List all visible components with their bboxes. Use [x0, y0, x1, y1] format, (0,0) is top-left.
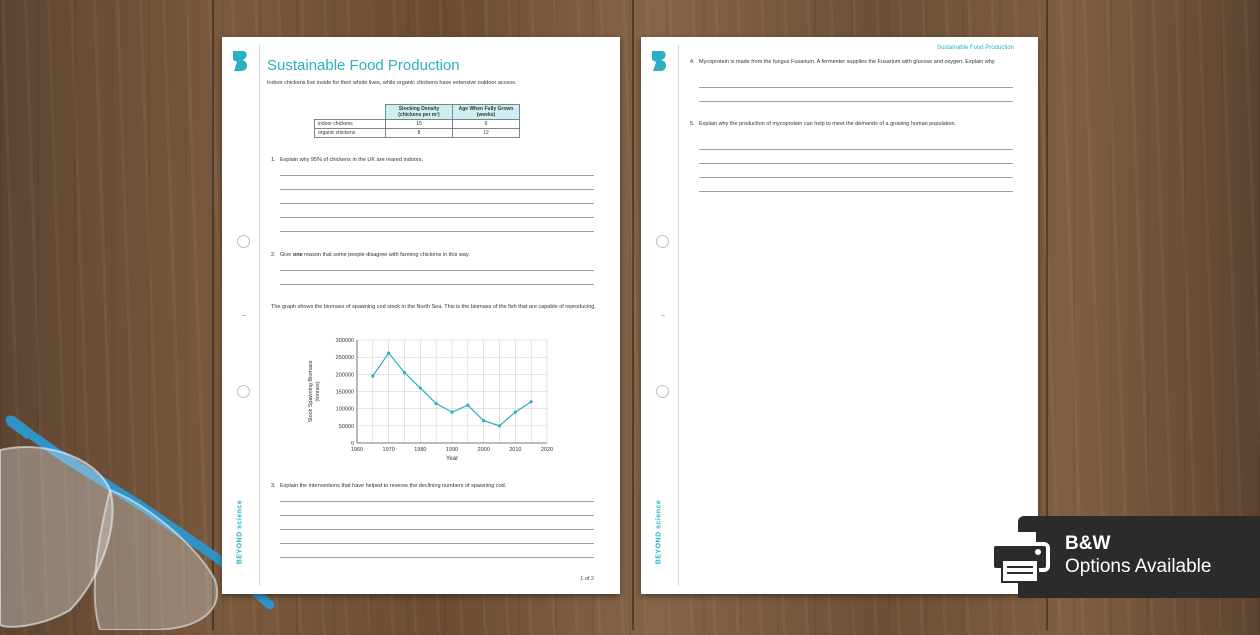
answer-line[interactable] [280, 270, 594, 271]
data-point [514, 411, 517, 414]
binder-hole [237, 235, 250, 248]
y-tick-label: 300000 [335, 338, 354, 344]
question-number: 2. [271, 252, 276, 258]
graph-intro: The graph shows the biomass of spawning cod stock in the North Sea. This is the biomass of the fish that are capable of reproducing. [271, 304, 596, 310]
x-tick-label: 2020 [540, 447, 554, 453]
margin-line [259, 45, 260, 586]
data-point [482, 419, 485, 422]
page-title: Sustainable Food Production [267, 57, 460, 74]
y-tick-label: 50000 [338, 423, 354, 430]
answer-line[interactable] [280, 217, 594, 218]
x-tick-label: 1960 [350, 447, 364, 453]
worksheet-page-2 [641, 37, 1038, 594]
data-point [387, 351, 390, 354]
table-row: indoor chickens 15 6 [315, 120, 520, 129]
table-header: Stocking Density (chickens per m²) [386, 105, 453, 120]
table-row: organic chickens 8 12 [315, 129, 520, 138]
y-tick-label: 150000 [335, 389, 354, 396]
data-point [530, 400, 533, 403]
beyond-logo-icon [649, 49, 669, 73]
bw-options-badge[interactable] [1018, 516, 1260, 598]
y-tick-label: 100000 [335, 406, 354, 413]
data-point [403, 371, 406, 374]
data-point [371, 374, 374, 377]
chicken-table [314, 104, 520, 138]
answer-line[interactable] [280, 529, 594, 530]
answer-line[interactable] [280, 515, 594, 516]
data-point [419, 386, 422, 389]
x-tick-label: 1990 [445, 447, 459, 453]
x-tick-label: 2010 [509, 447, 522, 453]
brand-label: BEYOND science [655, 499, 663, 565]
answer-line[interactable] [280, 284, 594, 285]
question-1: Explain why 95% of chickens in the UK are reared indoors. [280, 157, 424, 163]
brand-label: BEYOND science [236, 499, 244, 565]
question-5: Explain why the production of mycoprotein can help to meet the demands of a growing human population. [699, 121, 957, 127]
cod-biomass-chart [302, 335, 562, 470]
x-tick-label: 1970 [382, 447, 395, 453]
page-number: 1 of 2 [580, 576, 594, 582]
intro-text: Indoor chickens live inside for their whole lives, while organic chickens have extensive outdoor access. [267, 80, 517, 86]
question-3: Explain the interventions that have helped to reverse the declining numbers of spawning cod. [280, 483, 507, 489]
answer-line[interactable] [280, 231, 594, 232]
data-point [435, 402, 438, 405]
question-number: 1. [271, 157, 276, 163]
answer-line[interactable] [280, 543, 594, 544]
binder-hole [237, 385, 250, 398]
answer-line[interactable] [699, 163, 1013, 164]
answer-line[interactable] [280, 557, 594, 558]
answer-line[interactable] [280, 189, 594, 190]
data-point [498, 424, 501, 427]
question-number: 4. [690, 59, 695, 65]
y-tick-label: 250000 [335, 355, 354, 362]
table-header: Age When Fully Grown (weeks) [453, 105, 520, 120]
question-2: Give one reason that some people disagree with farming chickens in this way. [280, 252, 470, 258]
running-header: Sustainable Food Production [936, 45, 1014, 51]
y-axis-label: Stock Spawning Biomass [308, 360, 314, 423]
badge-subtitle: Options Available [1065, 556, 1212, 577]
fold-mark [661, 315, 665, 316]
data-point [466, 404, 469, 407]
binder-hole [656, 235, 669, 248]
answer-line[interactable] [280, 501, 594, 502]
answer-line[interactable] [280, 203, 594, 204]
answer-line[interactable] [699, 149, 1013, 150]
margin-line [678, 45, 679, 586]
y-tick-label: 200000 [335, 372, 354, 379]
question-number: 3. [271, 483, 276, 489]
fold-mark [242, 315, 246, 316]
worksheet-page-1 [222, 37, 620, 594]
y-axis-label-unit: (tonnes) [315, 381, 321, 402]
question-number: 5. [690, 121, 695, 127]
y-tick-label: 0 [350, 441, 354, 447]
x-tick-label: 2000 [477, 447, 490, 453]
answer-line[interactable] [699, 177, 1013, 178]
answer-line[interactable] [280, 175, 594, 176]
answer-line[interactable] [699, 191, 1013, 192]
answer-line[interactable] [699, 87, 1013, 88]
question-4: Mycoprotein is made from the fungus Fusarium. A fermenter supplies the Fusarium with glucose and oxygen. Explain why. [699, 59, 996, 65]
data-point [450, 411, 453, 414]
x-axis-label: Year [445, 456, 459, 462]
binder-hole [656, 385, 669, 398]
printer-icon [988, 530, 1054, 586]
badge-title: B&W [1065, 533, 1111, 554]
x-tick-label: 1980 [414, 447, 427, 453]
answer-line[interactable] [699, 101, 1013, 102]
beyond-logo-icon [230, 49, 250, 73]
